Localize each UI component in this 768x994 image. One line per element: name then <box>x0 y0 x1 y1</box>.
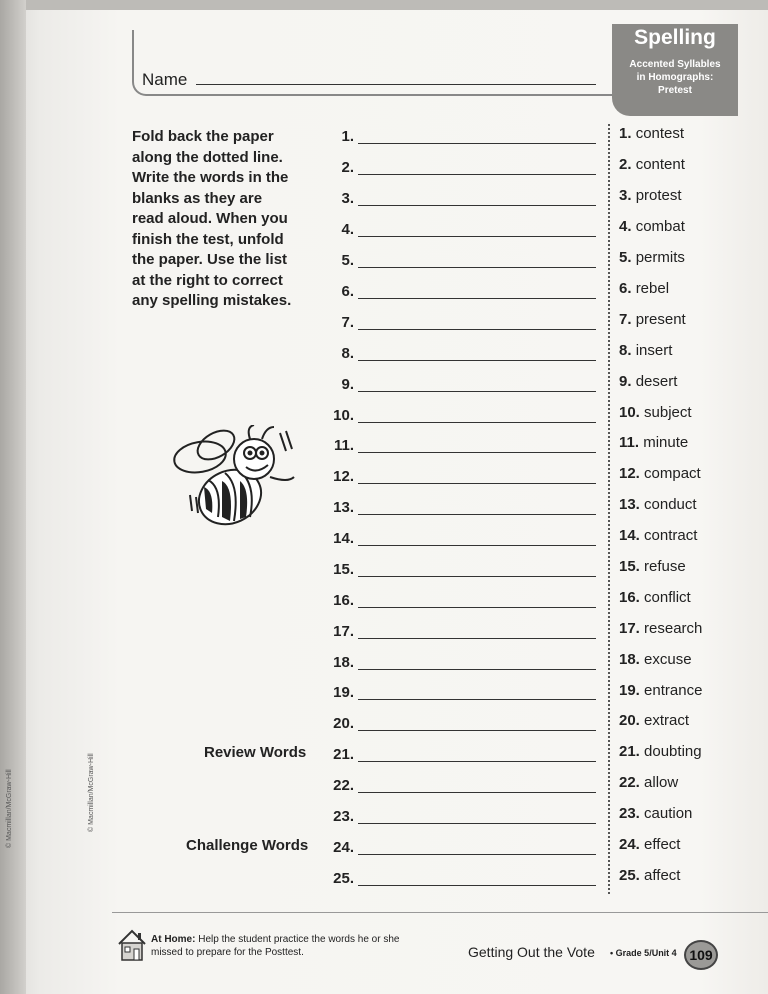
answer-number: 9. <box>619 373 632 390</box>
answer-item <box>619 373 677 390</box>
answer-blank[interactable] <box>358 669 596 670</box>
instructions <box>132 127 322 312</box>
blank-number: 5. <box>341 252 354 269</box>
answer-number: 15. <box>619 558 640 575</box>
answer-blank[interactable] <box>358 236 596 237</box>
blank-number: 13. <box>333 499 354 516</box>
instruction-line: at the right to correct <box>132 271 283 289</box>
answer-word: minute <box>643 434 689 451</box>
answer-blank[interactable] <box>358 267 596 268</box>
answer-item <box>619 651 692 668</box>
answer-number: 12. <box>619 465 640 482</box>
bee-illustration <box>170 425 310 555</box>
review-words-label: Review Words <box>204 744 307 761</box>
answer-word: conflict <box>644 589 691 606</box>
answer-blank[interactable] <box>358 298 596 299</box>
answer-number: 25. <box>619 867 640 884</box>
answer-number: 4. <box>619 218 632 235</box>
tab-subtitle-line: Accented Syllables <box>629 59 721 70</box>
answer-item <box>619 404 692 421</box>
name-box <box>132 30 612 96</box>
answer-number: 2. <box>619 156 632 173</box>
book-spine <box>0 0 26 994</box>
at-home-line: missed to prepare for the Posttest. <box>151 947 304 958</box>
blank-number: 1. <box>341 128 354 145</box>
answer-item <box>619 311 686 328</box>
blank-number: 14. <box>333 530 354 547</box>
answer-blank[interactable] <box>358 576 596 577</box>
answer-number: 16. <box>619 589 640 606</box>
answer-blank[interactable] <box>358 514 596 515</box>
answer-item <box>619 496 697 513</box>
answer-item <box>619 527 697 544</box>
answer-number: 23. <box>619 805 640 822</box>
answer-number: 19. <box>619 682 640 699</box>
answer-word: doubting <box>644 743 702 760</box>
answer-word: insert <box>635 342 673 359</box>
answer-blank[interactable] <box>358 854 596 855</box>
blank-number: 9. <box>341 376 354 393</box>
instruction-line: Fold back the paper <box>132 128 274 145</box>
page-number: 109 <box>684 940 718 970</box>
answer-word: compact <box>644 465 701 482</box>
instruction-line: blanks as they are <box>132 189 263 207</box>
answer-word: research <box>644 620 703 637</box>
answer-number: 5. <box>619 249 632 266</box>
answer-word: conduct <box>644 496 697 513</box>
answer-word: content <box>635 156 685 173</box>
answer-item <box>619 187 682 204</box>
grade-label <box>610 948 677 958</box>
answer-blank[interactable] <box>358 761 596 762</box>
instruction-line: Write the words in the <box>132 169 289 186</box>
blank-number: 19. <box>333 684 354 701</box>
answer-blank[interactable] <box>358 174 596 175</box>
blank-number: 6. <box>341 283 354 300</box>
answer-number: 11. <box>619 434 640 451</box>
answer-item <box>619 682 702 699</box>
answer-blank[interactable] <box>358 205 596 206</box>
answer-number: 20. <box>619 712 640 729</box>
blank-number: 16. <box>333 592 354 609</box>
answer-word: permits <box>635 249 685 266</box>
blank-number: 18. <box>333 654 354 671</box>
instruction-line: along the dotted line. <box>132 148 283 166</box>
answer-blank[interactable] <box>358 483 596 484</box>
answer-blank[interactable] <box>358 360 596 361</box>
answer-blank[interactable] <box>358 391 596 392</box>
answer-item <box>619 743 702 760</box>
answer-item <box>619 836 680 853</box>
answer-word: contract <box>644 527 698 544</box>
answer-number: 22. <box>619 774 640 791</box>
blank-number: 10. <box>333 407 354 424</box>
answer-item <box>619 805 692 822</box>
answer-blank[interactable] <box>358 607 596 608</box>
answer-item <box>619 620 702 637</box>
answer-word: extract <box>644 712 690 729</box>
answer-number: 18. <box>619 651 640 668</box>
answer-blank[interactable] <box>358 792 596 793</box>
instruction-line: read aloud. When you <box>132 210 288 227</box>
tab-title: Spelling <box>634 26 716 49</box>
answer-number: 17. <box>619 620 640 637</box>
answer-word: desert <box>635 373 678 390</box>
tab-subtitle-line: in Homographs: <box>636 72 714 83</box>
fold-line <box>608 124 610 894</box>
answer-item <box>619 156 685 173</box>
answer-item <box>619 558 686 575</box>
blank-number: 21. <box>333 746 354 763</box>
answer-blank[interactable] <box>358 143 596 144</box>
answer-blank[interactable] <box>358 638 596 639</box>
blank-number: 15. <box>333 561 354 578</box>
blank-number: 23. <box>333 808 354 825</box>
answer-number: 8. <box>619 342 632 359</box>
blank-number: 11. <box>333 437 354 454</box>
answer-word: affect <box>644 867 681 884</box>
answer-word: caution <box>644 805 693 822</box>
answer-word: entrance <box>644 682 703 699</box>
answer-word: effect <box>644 836 681 853</box>
answer-blank[interactable] <box>358 422 596 423</box>
name-field[interactable] <box>196 84 596 85</box>
blank-number: 2. <box>341 159 354 176</box>
answer-number: 13. <box>619 496 640 513</box>
at-home-text: Help the student practice the words he or she <box>198 934 400 945</box>
instruction-line: finish the test, unfold <box>132 230 284 248</box>
answer-item <box>619 125 684 142</box>
answer-word: protest <box>635 187 682 204</box>
inner-credit: © Macmillan/McGraw-Hill <box>88 753 95 832</box>
answer-blank[interactable] <box>358 329 596 330</box>
blank-number: 17. <box>333 623 354 640</box>
blank-number: 20. <box>333 715 354 732</box>
blank-number: 8. <box>341 345 354 362</box>
challenge-words-label: Challenge Words <box>186 837 309 854</box>
answer-item <box>619 465 701 482</box>
page-top-edge <box>0 0 768 10</box>
footer-divider <box>112 912 768 913</box>
answer-number: 24. <box>619 836 640 853</box>
tab-subtitle <box>612 58 738 97</box>
answer-blank[interactable] <box>358 885 596 886</box>
blank-number: 22. <box>333 777 354 794</box>
answer-word: subject <box>644 404 692 421</box>
answer-item <box>619 589 691 606</box>
answer-blank[interactable] <box>358 823 596 824</box>
answer-word: refuse <box>644 558 686 575</box>
answer-word: combat <box>635 218 685 235</box>
answer-item <box>619 342 672 359</box>
blank-number: 7. <box>341 314 354 331</box>
home-icon <box>117 928 147 962</box>
answer-item <box>619 249 685 266</box>
answer-word: rebel <box>635 280 670 297</box>
grade-text: Grade 5/Unit 4 <box>615 948 677 958</box>
answer-word: contest <box>635 125 685 142</box>
answer-item <box>619 774 678 791</box>
blank-number: 4. <box>341 221 354 238</box>
answer-item <box>619 218 685 235</box>
answer-number: 14. <box>619 527 640 544</box>
answer-item <box>619 434 688 451</box>
answer-number: 3. <box>619 187 632 204</box>
answer-blank[interactable] <box>358 699 596 700</box>
footer-bullet: • <box>610 948 614 958</box>
answer-number: 10. <box>619 404 640 421</box>
name-label: Name <box>142 70 188 89</box>
unit-title: Getting Out the Vote <box>468 944 595 960</box>
answer-number: 7. <box>619 311 632 328</box>
left-credit: © Macmillan/McGraw-Hill <box>6 769 13 848</box>
answer-blank[interactable] <box>358 452 596 453</box>
answer-item <box>619 712 689 729</box>
blank-number: 12. <box>333 468 354 485</box>
answer-word: present <box>635 311 686 328</box>
answer-number: 1. <box>619 125 632 142</box>
answer-item <box>619 867 680 884</box>
answer-number: 21. <box>619 743 640 760</box>
tab-subtitle-line: Pretest <box>658 85 692 96</box>
answer-item <box>619 280 669 297</box>
at-home-note <box>151 933 399 959</box>
at-home-line <box>151 933 399 946</box>
answer-word: allow <box>644 774 679 791</box>
answer-blank[interactable] <box>358 545 596 546</box>
answer-word: excuse <box>644 651 692 668</box>
at-home-label: At Home: <box>151 934 196 945</box>
answer-blank[interactable] <box>358 730 596 731</box>
blank-number: 24. <box>333 839 354 856</box>
blank-number: 25. <box>333 870 354 887</box>
blank-number: 3. <box>341 190 354 207</box>
instruction-line: any spelling mistakes. <box>132 292 292 309</box>
instruction-line: the paper. Use the list <box>132 251 288 268</box>
answer-number: 6. <box>619 280 632 297</box>
